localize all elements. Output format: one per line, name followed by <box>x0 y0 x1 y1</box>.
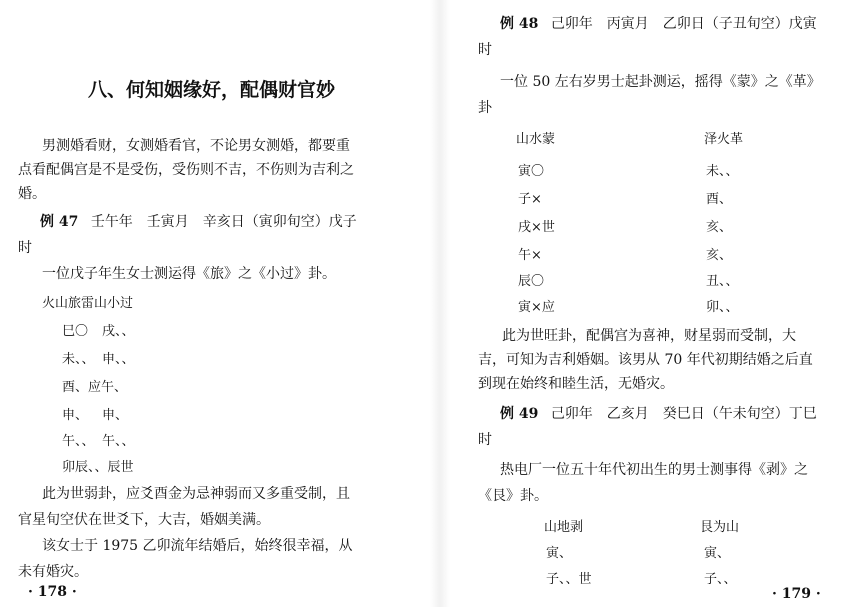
r-analysis-line-2: 吉，可知为吉利婚姻。该男从 70 年代初期结婚之后直 <box>478 352 813 368</box>
example-49-desc-1: 热电厂一位五十年代初出生的男士测事得《剥》之 <box>500 462 808 478</box>
example-49-date: 己卯年 乙亥月 癸巳日（午未旬空）丁巳 <box>550 406 817 422</box>
r-hex-row-4-a: 午× <box>518 248 542 263</box>
r-hex-row-1-b: 未、、 <box>706 164 739 179</box>
intro-line-1: 男测婚看财，女测婚看官，不论男女测婚，都要重 <box>42 138 350 154</box>
analysis-line-3: 该女士于 1975 乙卯流年结婚后，始终很幸福，从 <box>42 538 353 554</box>
example-47-desc: 一位戊子年生女士测运得《旅》之《小过》卦。 <box>42 266 336 282</box>
hex-row-5-a: 午、、 <box>62 434 95 449</box>
hex-row-2-a: 未、、 <box>62 352 95 367</box>
r-hex-row-3-a: 戌×世 <box>518 220 555 235</box>
r-hex-row-5-b: 丑、、 <box>706 274 739 289</box>
hex-row-3-a: 酉、应午、 <box>62 380 128 395</box>
hex-row-4-a: 申、 <box>62 408 89 423</box>
hex-row-1-a: 巳〇 <box>62 324 89 339</box>
right-page <box>450 0 866 607</box>
hex-row-4-b: 申、 <box>102 408 129 423</box>
analysis-line-1: 此为世弱卦，应爻酉金为忌神弱而又多重受制，且 <box>42 486 350 502</box>
analysis-line-2: 官星旬空伏在世爻下，大吉，婚姻美满。 <box>18 512 270 528</box>
example-47-date: 壬午年 壬寅月 辛亥日（寅卯旬空）戊子 <box>90 214 357 230</box>
intro-line-2: 点看配偶宫是不是受伤，受伤则不吉，不伤则为吉利之 <box>18 162 354 178</box>
hex2-left-title: 山地剥 <box>544 520 584 535</box>
hex-right-title: 泽火革 <box>704 132 744 147</box>
intro-line-3: 婚。 <box>18 186 46 202</box>
example-47-label: 例 47 <box>40 214 79 230</box>
page-number-right: · 179 · <box>772 586 821 602</box>
example-48-label: 例 48 <box>500 16 539 32</box>
r-hex-row-3-b: 亥、 <box>706 220 733 235</box>
example-49-desc-2: 《艮》卦。 <box>478 488 548 504</box>
r-analysis-line-3: 到现在始终和睦生活，无婚灾。 <box>478 376 674 392</box>
book-gutter <box>430 0 450 607</box>
r-hex-row-2-b: 酉、 <box>706 192 733 207</box>
page-number-left: · 178 · <box>28 584 77 600</box>
r-hex-row-5-a: 辰〇 <box>518 274 545 289</box>
hex-row-5-b: 午、、 <box>102 434 135 449</box>
hex2-right-title: 艮为山 <box>700 520 740 535</box>
r-analysis-line-1: 此为世旺卦，配偶宫为喜神，财星弱而受制，大 <box>502 328 796 344</box>
example-48-header <box>500 14 817 34</box>
example-49-header <box>500 404 817 424</box>
example-48-desc-1: 一位 50 左右岁男士起卦测运，摇得《蒙》之《革》 <box>500 74 821 90</box>
example-48-desc-2: 卦 <box>478 100 492 116</box>
left-page <box>0 0 430 607</box>
example-48-date: 己卯年 丙寅月 乙卯日（子丑旬空）戊寅 <box>550 16 817 32</box>
example-49-label: 例 49 <box>500 406 539 422</box>
hex2-row-2-a: 子、、世 <box>546 572 592 587</box>
example-49-cont: 时 <box>478 432 492 448</box>
hex-row-2-b: 申、、 <box>102 352 135 367</box>
section-heading: 八、何知姻缘好，配偶财官妙 <box>88 79 336 101</box>
hexagram-title: 火山旅雷山小过 <box>42 296 134 311</box>
r-hex-row-2-a: 子× <box>518 192 542 207</box>
hex2-row-1-b: 寅、 <box>704 546 731 561</box>
example-47-header <box>40 212 357 232</box>
example-47-cont: 时 <box>18 240 32 256</box>
r-hex-row-6-a: 寅×应 <box>518 300 555 315</box>
analysis-line-4: 未有婚灾。 <box>18 564 88 580</box>
example-48-cont: 时 <box>478 42 492 58</box>
hex-row-6-a: 卯辰、、辰世 <box>62 460 134 475</box>
r-hex-row-1-a: 寅〇 <box>518 164 545 179</box>
hex-left-title: 山水蒙 <box>516 132 556 147</box>
r-hex-row-6-b: 卯、、 <box>706 300 739 315</box>
hex-row-1-b: 戌、、 <box>102 324 135 339</box>
hex2-row-2-b: 子、、 <box>704 572 737 587</box>
r-hex-row-4-b: 亥、 <box>706 248 733 263</box>
hex2-row-1-a: 寅、 <box>546 546 573 561</box>
